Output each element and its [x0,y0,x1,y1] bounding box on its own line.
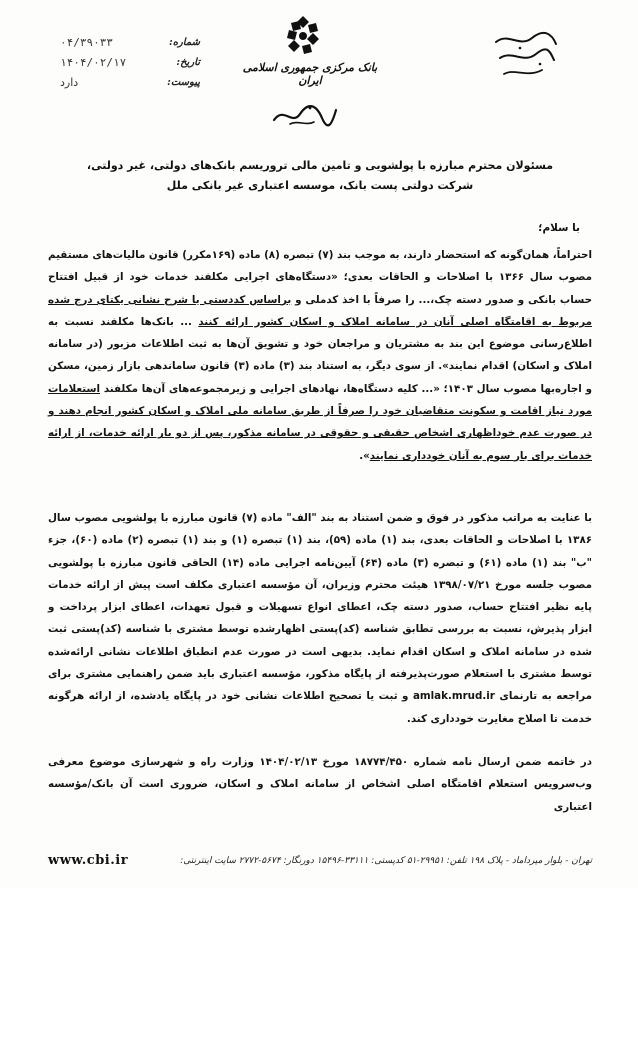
letter-footer [48,853,592,868]
recipient-block [60,156,580,196]
bank-name: بانک مرکزی جمهوری اسلامی ایران [242,61,378,87]
recipient-line-1: مسئولان محترم مبارزه با پولشویی و تامین مالی تروریسم بانک‌های دولتی، غیر دولتی، [86,159,554,172]
paragraph-3: در خاتمه ضمن ارسال نامه شماره ۱۸۷۷۴/۴۵۰ مورخ ۱۴۰۴/۰۲/۱۳ وزارت راه و شهرسازی موضوع معرفی وب‌سرویس استعلام اقامتگاه اصلی اشخاص از سامانه املاک و اسکان، ضروری است آن بانک/مؤسسه اعتباری [48,756,592,813]
bank-emblem-icon [283,14,323,58]
number-value: ۰۴/۳۹۰۳۳ [60,35,113,49]
date-value: ۱۴۰۴/۰۲/۱۷ [60,55,127,69]
blank-area [0,888,638,1050]
year-motto-calligraphy [490,28,560,82]
footer-website: www.cbi.ir [48,853,129,868]
paragraph-1-part-a: احتراماً، همان‌گونه که استحضار دارند، به موجب بند (۷) تبصره (۸) ماده (۱۶۹مکرر) قانون مالیات‌های مستقیم مصوب سال ۱۳۶۶ با اصلاحات و الحاقات بعدی؛ «دستگاه‌های اجرایی مکلفند خدمات خود از قبیل افتتاح حساب بانکی و صدور دسته چک،... را صرفاً با اخذ کدملی و [48,249,593,306]
paragraph-1-part-c: ». [359,449,370,462]
paragraph-1-part-b: ... بانک‌ها مکلفند نسبت به اطلاع‌رسانی موضوع این بند به مشتریان و مراجعان خود و تشویق آن‌ها به ثبت اطلاعات مزبور (در سامانه املاک و اسکان) اقدام نمایند». از سوی دیگر، به استناد بند (۳) ماده (۳) قانون ساماندهی بازار زمین، مسکن و اجاره‌بها مصوب سال ۱۴۰۳؛ «... کلیه دستگاه‌ها، نهادهای اجرایی و زیرمجموعه‌های آن‌ها مکلفند [48,315,592,395]
attachment-value: دارد [60,75,79,89]
attachment-label: پیوست: [167,76,200,88]
greeting: با سلام؛ [538,222,580,234]
letter-meta [60,32,200,92]
recipient-line-2: شرکت دولتی پست بانک، موسسه اعتباری غیر بانکی ملل [166,179,474,192]
footer-address: تهران - بلوار میرداماد - پلاک ۱۹۸ تلفن: ۲۹۹۵۱-۵۱ کدپستی: ۳۳۱۱۱-۱۵۴۹۶ دورنگار: ۵۶۷۴-۲۷۷۲ سایت اینترنتی: [180,855,592,866]
number-row [60,32,200,52]
attachment-row [60,72,200,92]
paragraph-1 [48,244,592,467]
number-label: شماره: [169,36,200,48]
paragraph-2: با عنایت به مراتب مذکور در فوق و ضمن استناد به بند "الف" ماده (۷) قانون مبارزه با پولشویی مصوب سال ۱۳۸۶ با اصلاحات و الحاقات بعدی، بند (۱) ماده (۵۹)، بند (۱) تبصره (۱) و بند (۱) تبصره (۲) ماده (۶۰)، جزء "ب" بند (۱) ماده (۶۱) و تبصره (۳) ماده (۶۴) آیین‌نامه اجرایی ماده (۱۴) الحاقی قانون مبارزه با پولشویی مصوب جلسه مورخ ۱۳۹۸/۰۷/۲۱ هیئت محترم وزیران، آن مؤسسه اعتباری مکلف است پیش از ارائه خدمات پایه نظیر افتتاح حساب، صدور دسته چک، اعطای انواع تسهیلات و قبول تعهدات، اعطای ابزار پرداخت و ابزار پذیرش، نسبت به بررسی تطابق شناسه (کد)پستی اظهارشده توسط مشتری با شناسه (کد)پستی ثبت شده در سامانه املاک و اسکان اقدام نماید. بدیهی است در صورت عدم انطباق اطلاعات نشانی ارائه‌شده توسط مشتری با استعلام صورت‌پذیرفته از پایگاه مذکور، مؤسسه اعتباری باید ضمن راهنمایی مشتری برای مراجعه به تارنمای amlak.mrud.ir و ثبت یا تصحیح اطلاعات نشانی خود در پایگاه یادشده، از ارائه هرگونه خدمت تا اصلاح مغایرت خودداری کند. [48,512,593,725]
date-label: تاریخ: [176,56,200,68]
paragraph-1-underlined-2: استعلامات مورد نیاز اقامت و سکونت متقاضیان خود را صرفاً از طریق سامانه ملی املاک و اسکان کشور انجام دهند و در صورت عدم خوداظهاری اشخاص حقیقی و حقوقی در سامانه مذکور، پس از دو بار ارائه خدمات، از ارائه خدمات برای بار سوم به آنان خودداری نمایند [48,382,592,462]
date-row [60,52,200,72]
paragraph-1-underlined-1: براساس کددستی یا شرح نشانی یکتای درج شده مربوط به اقامتگاه اصلی آنان در سامانه املاک و اسکان کشور ارائه کنند [48,293,592,328]
bismillah-calligraphy [270,100,340,130]
